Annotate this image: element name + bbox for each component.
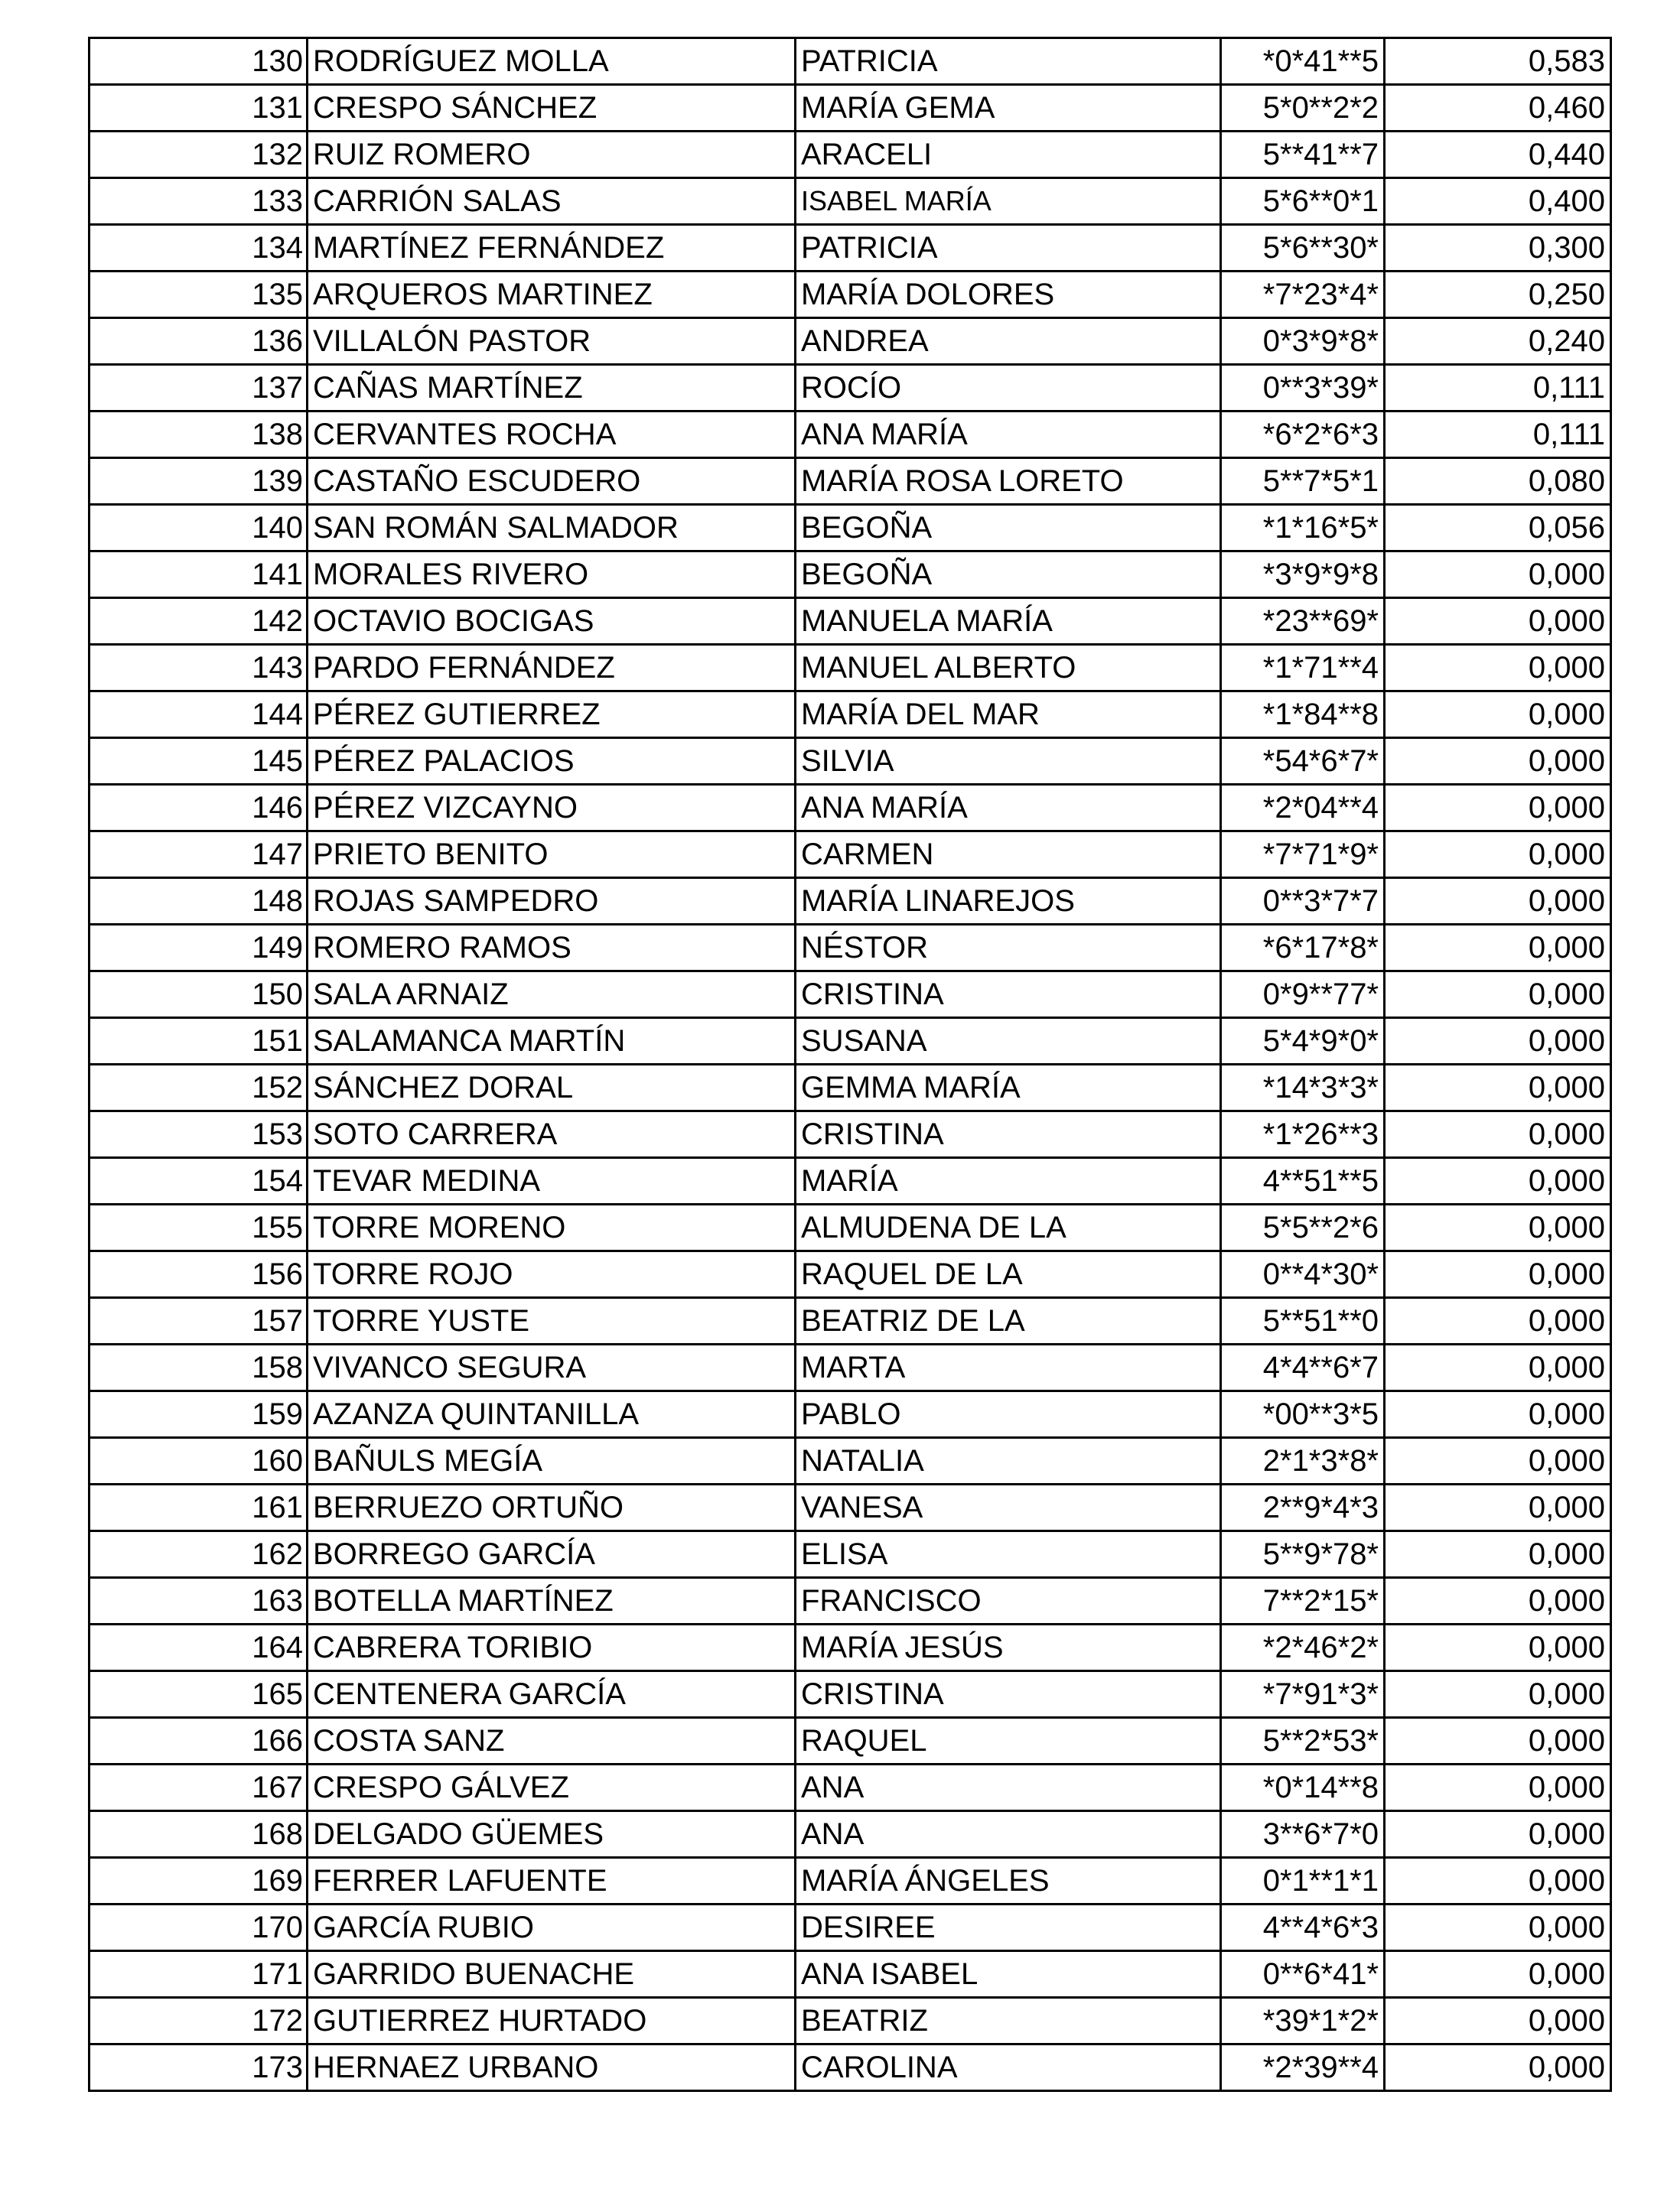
id-number-cell: 5**41**7 (1221, 132, 1385, 178)
score-cell: 0,000 (1385, 738, 1611, 785)
candidate-list-table (88, 37, 1612, 2092)
first-name-cell: MARÍA GEMA (796, 85, 1221, 132)
table-row (90, 1765, 1611, 1811)
first-name-cell: ANA MARÍA (796, 785, 1221, 831)
row-number: 165 (90, 1671, 308, 1718)
id-number-cell: *2*04**4 (1221, 785, 1385, 831)
table-row (90, 1951, 1611, 1998)
surname-cell: CRESPO SÁNCHEZ (308, 85, 796, 132)
id-number-cell: *0*41**5 (1221, 38, 1385, 85)
table-row (90, 1718, 1611, 1765)
id-number-cell: *00**3*5 (1221, 1391, 1385, 1438)
id-number-cell: 5**51**0 (1221, 1298, 1385, 1345)
score-cell: 0,000 (1385, 1578, 1611, 1625)
row-number: 136 (90, 318, 308, 365)
surname-cell: TORRE ROJO (308, 1251, 796, 1298)
first-name-cell: NÉSTOR (796, 925, 1221, 971)
first-name-cell: SILVIA (796, 738, 1221, 785)
score-cell: 0,000 (1385, 1485, 1611, 1531)
table-row (90, 1998, 1611, 2044)
row-number: 148 (90, 878, 308, 925)
surname-cell: HERNAEZ URBANO (308, 2044, 796, 2091)
surname-cell: CASTAÑO ESCUDERO (308, 458, 796, 505)
row-number: 171 (90, 1951, 308, 1998)
row-number: 149 (90, 925, 308, 971)
table-row (90, 38, 1611, 85)
table-row (90, 1391, 1611, 1438)
surname-cell: CABRERA TORIBIO (308, 1625, 796, 1671)
id-number-cell: 2**9*4*3 (1221, 1485, 1385, 1531)
score-cell: 0,240 (1385, 318, 1611, 365)
id-number-cell: *0*14**8 (1221, 1765, 1385, 1811)
score-cell: 0,000 (1385, 1671, 1611, 1718)
surname-cell: PRIETO BENITO (308, 831, 796, 878)
first-name-cell: PATRICIA (796, 38, 1221, 85)
first-name-cell: MANUELA MARÍA (796, 598, 1221, 645)
id-number-cell: *6*17*8* (1221, 925, 1385, 971)
id-number-cell: 2*1*3*8* (1221, 1438, 1385, 1485)
surname-cell: OCTAVIO BOCIGAS (308, 598, 796, 645)
score-cell: 0,000 (1385, 1951, 1611, 1998)
id-number-cell: *1*26**3 (1221, 1111, 1385, 1158)
id-number-cell: *6*2*6*3 (1221, 411, 1385, 458)
first-name-cell: BEGOÑA (796, 505, 1221, 551)
score-cell: 0,440 (1385, 132, 1611, 178)
row-number: 159 (90, 1391, 308, 1438)
surname-cell: CERVANTES ROCHA (308, 411, 796, 458)
id-number-cell: *3*9*9*8 (1221, 551, 1385, 598)
row-number: 169 (90, 1858, 308, 1905)
first-name-cell: BEATRIZ DE LA (796, 1298, 1221, 1345)
table-row (90, 272, 1611, 318)
score-cell: 0,000 (1385, 1625, 1611, 1671)
score-cell: 0,000 (1385, 1718, 1611, 1765)
id-number-cell: 5*0**2*2 (1221, 85, 1385, 132)
id-number-cell: 5**9*78* (1221, 1531, 1385, 1578)
table-row (90, 1205, 1611, 1251)
id-number-cell: 4**51**5 (1221, 1158, 1385, 1205)
row-number: 142 (90, 598, 308, 645)
surname-cell: ARQUEROS MARTINEZ (308, 272, 796, 318)
surname-cell: MARTÍNEZ FERNÁNDEZ (308, 225, 796, 272)
table-row (90, 318, 1611, 365)
first-name-cell: ARACELI (796, 132, 1221, 178)
score-cell: 0,000 (1385, 831, 1611, 878)
table-row (90, 1905, 1611, 1951)
id-number-cell: 0**4*30* (1221, 1251, 1385, 1298)
table-row (90, 1065, 1611, 1111)
first-name-cell: ANA MARÍA (796, 411, 1221, 458)
surname-cell: COSTA SANZ (308, 1718, 796, 1765)
table-row (90, 1531, 1611, 1578)
id-number-cell: *14*3*3* (1221, 1065, 1385, 1111)
score-cell: 0,056 (1385, 505, 1611, 551)
table-row (90, 785, 1611, 831)
surname-cell: VIVANCO SEGURA (308, 1345, 796, 1391)
first-name-cell: CRISTINA (796, 1111, 1221, 1158)
surname-cell: BORREGO GARCÍA (308, 1531, 796, 1578)
table-row (90, 1578, 1611, 1625)
surname-cell: PÉREZ PALACIOS (308, 738, 796, 785)
first-name-cell: RAQUEL DE LA (796, 1251, 1221, 1298)
row-number: 155 (90, 1205, 308, 1251)
row-number: 132 (90, 132, 308, 178)
first-name-cell: GEMMA MARÍA (796, 1065, 1221, 1111)
table-row (90, 1158, 1611, 1205)
surname-cell: FERRER LAFUENTE (308, 1858, 796, 1905)
id-number-cell: *39*1*2* (1221, 1998, 1385, 2044)
table-row (90, 132, 1611, 178)
surname-cell: ROJAS SAMPEDRO (308, 878, 796, 925)
surname-cell: CAÑAS MARTÍNEZ (308, 365, 796, 411)
row-number: 131 (90, 85, 308, 132)
score-cell: 0,080 (1385, 458, 1611, 505)
id-number-cell: 0*1**1*1 (1221, 1858, 1385, 1905)
first-name-cell: SUSANA (796, 1018, 1221, 1065)
score-cell: 0,000 (1385, 691, 1611, 738)
table-row (90, 645, 1611, 691)
score-cell: 0,111 (1385, 411, 1611, 458)
first-name-cell: FRANCISCO (796, 1578, 1221, 1625)
score-cell: 0,000 (1385, 1438, 1611, 1485)
id-number-cell: *7*71*9* (1221, 831, 1385, 878)
first-name-cell: NATALIA (796, 1438, 1221, 1485)
id-number-cell: *7*91*3* (1221, 1671, 1385, 1718)
first-name-cell: CRISTINA (796, 971, 1221, 1018)
id-number-cell: *23**69* (1221, 598, 1385, 645)
table-row (90, 1625, 1611, 1671)
score-cell: 0,000 (1385, 1018, 1611, 1065)
score-cell: 0,000 (1385, 1905, 1611, 1951)
row-number: 170 (90, 1905, 308, 1951)
row-number: 158 (90, 1345, 308, 1391)
score-cell: 0,000 (1385, 1858, 1611, 1905)
surname-cell: SOTO CARRERA (308, 1111, 796, 1158)
score-cell: 0,000 (1385, 785, 1611, 831)
id-number-cell: 0**6*41* (1221, 1951, 1385, 1998)
score-cell: 0,000 (1385, 1345, 1611, 1391)
first-name-cell: ROCÍO (796, 365, 1221, 411)
first-name-cell: RAQUEL (796, 1718, 1221, 1765)
first-name-cell: DESIREE (796, 1905, 1221, 1951)
score-cell: 0,000 (1385, 1251, 1611, 1298)
row-number: 133 (90, 178, 308, 225)
score-cell: 0,000 (1385, 1158, 1611, 1205)
id-number-cell: 5**2*53* (1221, 1718, 1385, 1765)
score-cell: 0,300 (1385, 225, 1611, 272)
id-number-cell: 5*5**2*6 (1221, 1205, 1385, 1251)
row-number: 147 (90, 831, 308, 878)
first-name-cell: CAROLINA (796, 2044, 1221, 2091)
id-number-cell: 5*4*9*0* (1221, 1018, 1385, 1065)
surname-cell: CARRIÓN SALAS (308, 178, 796, 225)
surname-cell: PÉREZ VIZCAYNO (308, 785, 796, 831)
first-name-cell: MARÍA LINAREJOS (796, 878, 1221, 925)
first-name-cell: MARÍA ÁNGELES (796, 1858, 1221, 1905)
surname-cell: BOTELLA MARTÍNEZ (308, 1578, 796, 1625)
id-number-cell: 5*6**30* (1221, 225, 1385, 272)
table-row (90, 1345, 1611, 1391)
first-name-cell: ANA ISABEL (796, 1951, 1221, 1998)
row-number: 161 (90, 1485, 308, 1531)
table-row (90, 878, 1611, 925)
row-number: 144 (90, 691, 308, 738)
table-row (90, 411, 1611, 458)
surname-cell: TEVAR MEDINA (308, 1158, 796, 1205)
row-number: 173 (90, 2044, 308, 2091)
surname-cell: AZANZA QUINTANILLA (308, 1391, 796, 1438)
row-number: 153 (90, 1111, 308, 1158)
id-number-cell: 0*3*9*8* (1221, 318, 1385, 365)
row-number: 134 (90, 225, 308, 272)
table-row (90, 1018, 1611, 1065)
score-cell: 0,000 (1385, 1391, 1611, 1438)
surname-cell: SÁNCHEZ DORAL (308, 1065, 796, 1111)
id-number-cell: 5*6**0*1 (1221, 178, 1385, 225)
row-number: 157 (90, 1298, 308, 1345)
id-number-cell: *1*16*5* (1221, 505, 1385, 551)
id-number-cell: 7**2*15* (1221, 1578, 1385, 1625)
table-row (90, 1111, 1611, 1158)
first-name-cell: ANA (796, 1811, 1221, 1858)
first-name-cell: CRISTINA (796, 1671, 1221, 1718)
table-row (90, 1485, 1611, 1531)
row-number: 166 (90, 1718, 308, 1765)
row-number: 163 (90, 1578, 308, 1625)
surname-cell: MORALES RIVERO (308, 551, 796, 598)
surname-cell: CENTENERA GARCÍA (308, 1671, 796, 1718)
row-number: 140 (90, 505, 308, 551)
surname-cell: PARDO FERNÁNDEZ (308, 645, 796, 691)
id-number-cell: 3**6*7*0 (1221, 1811, 1385, 1858)
row-number: 139 (90, 458, 308, 505)
score-cell: 0,400 (1385, 178, 1611, 225)
surname-cell: SALAMANCA MARTÍN (308, 1018, 796, 1065)
first-name-cell: ANDREA (796, 318, 1221, 365)
score-cell: 0,000 (1385, 551, 1611, 598)
score-cell: 0,460 (1385, 85, 1611, 132)
row-number: 154 (90, 1158, 308, 1205)
row-number: 167 (90, 1765, 308, 1811)
row-number: 146 (90, 785, 308, 831)
table-row (90, 971, 1611, 1018)
id-number-cell: 0*9**77* (1221, 971, 1385, 1018)
row-number: 141 (90, 551, 308, 598)
first-name-cell: MARÍA DEL MAR (796, 691, 1221, 738)
row-number: 168 (90, 1811, 308, 1858)
table-row (90, 1438, 1611, 1485)
row-number: 151 (90, 1018, 308, 1065)
first-name-cell: ALMUDENA DE LA (796, 1205, 1221, 1251)
table-row (90, 505, 1611, 551)
id-number-cell: 0**3*7*7 (1221, 878, 1385, 925)
score-cell: 0,000 (1385, 971, 1611, 1018)
surname-cell: GARCÍA RUBIO (308, 1905, 796, 1951)
row-number: 145 (90, 738, 308, 785)
row-number: 172 (90, 1998, 308, 2044)
row-number: 138 (90, 411, 308, 458)
surname-cell: RUIZ ROMERO (308, 132, 796, 178)
surname-cell: ROMERO RAMOS (308, 925, 796, 971)
surname-cell: TORRE YUSTE (308, 1298, 796, 1345)
score-cell: 0,000 (1385, 1205, 1611, 1251)
table-row (90, 1671, 1611, 1718)
score-cell: 0,000 (1385, 598, 1611, 645)
first-name-cell: MARÍA (796, 1158, 1221, 1205)
id-number-cell: 0**3*39* (1221, 365, 1385, 411)
row-number: 143 (90, 645, 308, 691)
first-name-cell: MARÍA ROSA LORETO (796, 458, 1221, 505)
surname-cell: BERRUEZO ORTUÑO (308, 1485, 796, 1531)
first-name-cell: MARTA (796, 1345, 1221, 1391)
surname-cell: GARRIDO BUENACHE (308, 1951, 796, 1998)
id-number-cell: *1*71**4 (1221, 645, 1385, 691)
surname-cell: CRESPO GÁLVEZ (308, 1765, 796, 1811)
first-name-cell: PABLO (796, 1391, 1221, 1438)
table-row (90, 691, 1611, 738)
first-name-cell: PATRICIA (796, 225, 1221, 272)
id-number-cell: *2*39**4 (1221, 2044, 1385, 2091)
first-name-cell: MARÍA DOLORES (796, 272, 1221, 318)
table-row (90, 178, 1611, 225)
table-row (90, 598, 1611, 645)
surname-cell: BAÑULS MEGÍA (308, 1438, 796, 1485)
surname-cell: VILLALÓN PASTOR (308, 318, 796, 365)
row-number: 135 (90, 272, 308, 318)
row-number: 152 (90, 1065, 308, 1111)
surname-cell: RODRÍGUEZ MOLLA (308, 38, 796, 85)
id-number-cell: *7*23*4* (1221, 272, 1385, 318)
row-number: 156 (90, 1251, 308, 1298)
score-cell: 0,111 (1385, 365, 1611, 411)
surname-cell: SAN ROMÁN SALMADOR (308, 505, 796, 551)
score-cell: 0,583 (1385, 38, 1611, 85)
row-number: 137 (90, 365, 308, 411)
surname-cell: SALA ARNAIZ (308, 971, 796, 1018)
surname-cell: DELGADO GÜEMES (308, 1811, 796, 1858)
surname-cell: GUTIERREZ HURTADO (308, 1998, 796, 2044)
table-row (90, 1298, 1611, 1345)
first-name-cell: ELISA (796, 1531, 1221, 1578)
score-cell: 0,000 (1385, 1998, 1611, 2044)
first-name-cell: BEATRIZ (796, 1998, 1221, 2044)
score-cell: 0,000 (1385, 2044, 1611, 2091)
score-cell: 0,250 (1385, 272, 1611, 318)
table-row (90, 1251, 1611, 1298)
id-number-cell: *54*6*7* (1221, 738, 1385, 785)
id-number-cell: *1*84**8 (1221, 691, 1385, 738)
score-cell: 0,000 (1385, 645, 1611, 691)
table-row (90, 365, 1611, 411)
table-row (90, 925, 1611, 971)
score-cell: 0,000 (1385, 1811, 1611, 1858)
table-body (90, 38, 1611, 2091)
surname-cell: TORRE MORENO (308, 1205, 796, 1251)
row-number: 162 (90, 1531, 308, 1578)
score-cell: 0,000 (1385, 1065, 1611, 1111)
table-row (90, 738, 1611, 785)
table-row (90, 1858, 1611, 1905)
surname-cell: PÉREZ GUTIERREZ (308, 691, 796, 738)
first-name-cell: VANESA (796, 1485, 1221, 1531)
score-cell: 0,000 (1385, 1765, 1611, 1811)
id-number-cell: 4*4**6*7 (1221, 1345, 1385, 1391)
table-row (90, 831, 1611, 878)
score-cell: 0,000 (1385, 878, 1611, 925)
score-cell: 0,000 (1385, 1298, 1611, 1345)
table-row (90, 458, 1611, 505)
row-number: 160 (90, 1438, 308, 1485)
id-number-cell: *2*46*2* (1221, 1625, 1385, 1671)
id-number-cell: 5**7*5*1 (1221, 458, 1385, 505)
score-cell: 0,000 (1385, 1531, 1611, 1578)
first-name-cell: MANUEL ALBERTO (796, 645, 1221, 691)
row-number: 150 (90, 971, 308, 1018)
table-row (90, 1811, 1611, 1858)
table-row (90, 225, 1611, 272)
row-number: 130 (90, 38, 308, 85)
score-cell: 0,000 (1385, 925, 1611, 971)
first-name-cell: BEGOÑA (796, 551, 1221, 598)
score-cell: 0,000 (1385, 1111, 1611, 1158)
table-row (90, 551, 1611, 598)
table-row (90, 2044, 1611, 2091)
first-name-cell: CARMEN (796, 831, 1221, 878)
row-number: 164 (90, 1625, 308, 1671)
id-number-cell: 4**4*6*3 (1221, 1905, 1385, 1951)
first-name-cell: ANA (796, 1765, 1221, 1811)
first-name-cell: ISABEL MARÍA (796, 178, 1221, 225)
table-row (90, 85, 1611, 132)
first-name-cell: MARÍA JESÚS (796, 1625, 1221, 1671)
